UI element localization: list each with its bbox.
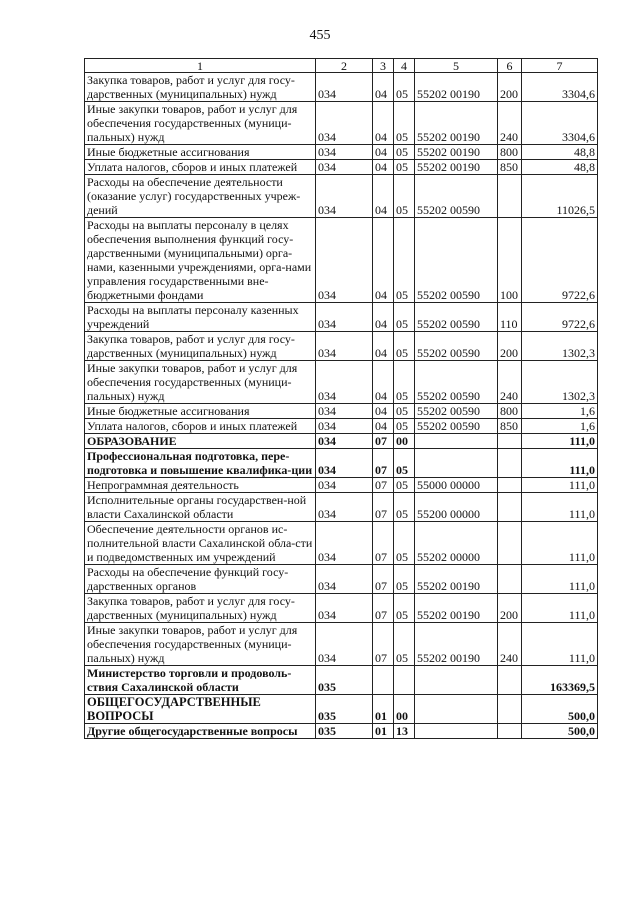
row-ministry-code: 034 — [316, 73, 373, 102]
row-amount: 48,8 — [522, 145, 598, 160]
row-target-article — [415, 434, 498, 449]
row-subsection: 05 — [394, 449, 415, 478]
row-amount: 163369,5 — [522, 666, 598, 695]
row-target-article: 55202 00190 — [415, 73, 498, 102]
row-target-article: 55202 00190 — [415, 160, 498, 175]
row-ministry-code: 034 — [316, 102, 373, 145]
row-amount: 111,0 — [522, 449, 598, 478]
row-target-article: 55202 00590 — [415, 404, 498, 419]
budget-table — [84, 58, 598, 739]
table-row — [85, 102, 598, 145]
row-name: ОБРАЗОВАНИЕ — [85, 434, 316, 449]
row-amount: 111,0 — [522, 434, 598, 449]
row-ministry-code: 034 — [316, 404, 373, 419]
row-name: Обеспечение деятельности органов ис-полнительной власти Сахалинской обла-сти и подведомственных им учреждений — [85, 522, 316, 565]
row-ministry-code: 034 — [316, 218, 373, 303]
row-section: 07 — [373, 623, 394, 666]
row-amount: 1,6 — [522, 419, 598, 434]
table-row — [85, 522, 598, 565]
row-name: Профессиональная подготовка, пере-подготовка и повышение квалифика-ции — [85, 449, 316, 478]
row-ministry-code: 035 — [316, 666, 373, 695]
row-expense-type — [498, 434, 522, 449]
row-name: Расходы на обеспечение деятельности (оказание услуг) государственных учреж-дений — [85, 175, 316, 218]
row-name: Уплата налогов, сборов и иных платежей — [85, 419, 316, 434]
table-body — [85, 73, 598, 739]
table-row — [85, 175, 598, 218]
row-expense-type — [498, 449, 522, 478]
row-expense-type — [498, 493, 522, 522]
row-amount: 111,0 — [522, 623, 598, 666]
table-row — [85, 623, 598, 666]
row-subsection: 05 — [394, 493, 415, 522]
row-amount: 3304,6 — [522, 73, 598, 102]
row-section: 07 — [373, 478, 394, 493]
row-section: 01 — [373, 724, 394, 739]
row-target-article: 55202 00590 — [415, 332, 498, 361]
row-subsection: 05 — [394, 361, 415, 404]
row-expense-type: 850 — [498, 160, 522, 175]
table-row — [85, 724, 598, 739]
row-ministry-code: 034 — [316, 449, 373, 478]
row-subsection: 00 — [394, 434, 415, 449]
row-subsection: 05 — [394, 565, 415, 594]
row-name: Иные бюджетные ассигнования — [85, 145, 316, 160]
row-ministry-code: 034 — [316, 493, 373, 522]
row-name: Иные закупки товаров, работ и услуг для обеспечения государственных (муници-пальных) нужд — [85, 361, 316, 404]
row-expense-type — [498, 478, 522, 493]
row-expense-type: 200 — [498, 594, 522, 623]
row-expense-type: 100 — [498, 218, 522, 303]
column-header-1: 1 — [85, 59, 316, 73]
row-expense-type: 240 — [498, 623, 522, 666]
row-target-article — [415, 695, 498, 724]
row-ministry-code: 034 — [316, 160, 373, 175]
row-section: 07 — [373, 522, 394, 565]
row-expense-type: 240 — [498, 102, 522, 145]
column-header-3: 3 — [373, 59, 394, 73]
row-amount: 111,0 — [522, 522, 598, 565]
row-target-article: 55202 00000 — [415, 522, 498, 565]
row-target-article: 55000 00000 — [415, 478, 498, 493]
row-amount: 111,0 — [522, 478, 598, 493]
table-row — [85, 666, 598, 695]
table-row — [85, 404, 598, 419]
row-expense-type: 110 — [498, 303, 522, 332]
row-target-article: 55202 00590 — [415, 175, 498, 218]
row-expense-type: 240 — [498, 361, 522, 404]
row-target-article: 55202 00590 — [415, 303, 498, 332]
row-name: Министерство торговли и продоволь-ствия Сахалинской области — [85, 666, 316, 695]
row-section: 01 — [373, 695, 394, 724]
row-ministry-code: 034 — [316, 565, 373, 594]
table-row — [85, 303, 598, 332]
row-amount: 1,6 — [522, 404, 598, 419]
row-amount: 3304,6 — [522, 102, 598, 145]
row-name: Исполнительные органы государствен-ной власти Сахалинской области — [85, 493, 316, 522]
row-subsection: 05 — [394, 419, 415, 434]
row-subsection: 05 — [394, 73, 415, 102]
row-name: Закупка товаров, работ и услуг для госу-дарственных (муниципальных) нужд — [85, 332, 316, 361]
row-ministry-code: 034 — [316, 623, 373, 666]
row-subsection: 13 — [394, 724, 415, 739]
row-subsection: 05 — [394, 102, 415, 145]
row-ministry-code: 034 — [316, 434, 373, 449]
row-name: Расходы на выплаты персоналу в целях обеспечения выполнения функций госу-дарственными (муниципальными) орга-нами, казенными учреждениями, орга-нами управления государственными вне-бюджетными фондами — [85, 218, 316, 303]
row-name: Закупка товаров, работ и услуг для госу-дарственных (муниципальных) нужд — [85, 594, 316, 623]
row-amount: 1302,3 — [522, 332, 598, 361]
row-section: 07 — [373, 565, 394, 594]
table-header-row — [85, 59, 598, 73]
table-row — [85, 332, 598, 361]
row-ministry-code: 034 — [316, 175, 373, 218]
row-expense-type: 800 — [498, 404, 522, 419]
table-row — [85, 160, 598, 175]
row-ministry-code: 034 — [316, 594, 373, 623]
table-row — [85, 594, 598, 623]
row-subsection: 05 — [394, 218, 415, 303]
row-subsection: 05 — [394, 332, 415, 361]
row-section: 07 — [373, 449, 394, 478]
row-target-article — [415, 666, 498, 695]
row-amount: 500,0 — [522, 695, 598, 724]
row-ministry-code: 034 — [316, 145, 373, 160]
row-subsection — [394, 666, 415, 695]
row-ministry-code: 034 — [316, 332, 373, 361]
row-section: 07 — [373, 434, 394, 449]
row-subsection: 05 — [394, 623, 415, 666]
row-target-article: 55202 00190 — [415, 623, 498, 666]
row-expense-type: 200 — [498, 73, 522, 102]
row-subsection: 05 — [394, 303, 415, 332]
table-row — [85, 361, 598, 404]
page-number: 455 — [309, 28, 331, 43]
row-section: 04 — [373, 73, 394, 102]
column-header-2: 2 — [316, 59, 373, 73]
row-target-article: 55202 00190 — [415, 145, 498, 160]
row-subsection: 05 — [394, 175, 415, 218]
table-row — [85, 218, 598, 303]
row-section: 07 — [373, 493, 394, 522]
column-header-6: 6 — [498, 59, 522, 73]
row-expense-type: 800 — [498, 145, 522, 160]
table-row — [85, 449, 598, 478]
row-ministry-code: 034 — [316, 522, 373, 565]
row-section: 04 — [373, 160, 394, 175]
table-row — [85, 493, 598, 522]
row-subsection: 05 — [394, 594, 415, 623]
row-target-article: 55202 00190 — [415, 102, 498, 145]
row-amount: 111,0 — [522, 565, 598, 594]
row-ministry-code: 035 — [316, 695, 373, 724]
row-subsection: 05 — [394, 404, 415, 419]
row-section: 04 — [373, 361, 394, 404]
table-row — [85, 478, 598, 493]
row-ministry-code: 034 — [316, 361, 373, 404]
row-section: 04 — [373, 145, 394, 160]
table-row — [85, 73, 598, 102]
table-row — [85, 565, 598, 594]
column-header-4: 4 — [394, 59, 415, 73]
row-amount: 1302,3 — [522, 361, 598, 404]
row-amount: 48,8 — [522, 160, 598, 175]
row-amount: 9722,6 — [522, 218, 598, 303]
row-subsection: 05 — [394, 522, 415, 565]
row-expense-type — [498, 666, 522, 695]
row-expense-type — [498, 175, 522, 218]
row-expense-type — [498, 522, 522, 565]
row-amount: 500,0 — [522, 724, 598, 739]
row-section: 04 — [373, 404, 394, 419]
row-section: 04 — [373, 419, 394, 434]
row-subsection: 00 — [394, 695, 415, 724]
row-subsection: 05 — [394, 478, 415, 493]
row-name: Иные закупки товаров, работ и услуг для обеспечения государственных (муници-пальных) нужд — [85, 102, 316, 145]
row-subsection: 05 — [394, 160, 415, 175]
row-name: Расходы на выплаты персоналу казенных учреждений — [85, 303, 316, 332]
row-amount: 11026,5 — [522, 175, 598, 218]
row-target-article: 55200 00000 — [415, 493, 498, 522]
row-amount: 111,0 — [522, 594, 598, 623]
row-expense-type — [498, 565, 522, 594]
row-ministry-code: 035 — [316, 724, 373, 739]
row-ministry-code: 034 — [316, 419, 373, 434]
row-section: 04 — [373, 218, 394, 303]
row-expense-type — [498, 695, 522, 724]
row-name: Иные бюджетные ассигнования — [85, 404, 316, 419]
table-row — [85, 419, 598, 434]
row-target-article: 55202 00590 — [415, 218, 498, 303]
row-expense-type: 850 — [498, 419, 522, 434]
row-name: Иные закупки товаров, работ и услуг для обеспечения государственных (муници-пальных) нужд — [85, 623, 316, 666]
row-name: Расходы на обеспечение функций госу-дарственных органов — [85, 565, 316, 594]
row-section: 07 — [373, 594, 394, 623]
column-header-7: 7 — [522, 59, 598, 73]
row-target-article — [415, 449, 498, 478]
row-ministry-code: 034 — [316, 303, 373, 332]
row-target-article: 55202 00190 — [415, 594, 498, 623]
row-name: Другие общегосударственные вопросы — [85, 724, 316, 739]
row-section: 04 — [373, 102, 394, 145]
column-header-5: 5 — [415, 59, 498, 73]
row-name: Уплата налогов, сборов и иных платежей — [85, 160, 316, 175]
row-amount: 9722,6 — [522, 303, 598, 332]
row-expense-type: 200 — [498, 332, 522, 361]
table-row — [85, 145, 598, 160]
table-row — [85, 695, 598, 724]
row-ministry-code: 034 — [316, 478, 373, 493]
row-name: Закупка товаров, работ и услуг для госу-дарственных (муниципальных) нужд — [85, 73, 316, 102]
row-section: 04 — [373, 332, 394, 361]
row-section: 04 — [373, 175, 394, 218]
row-section: 04 — [373, 303, 394, 332]
row-amount: 111,0 — [522, 493, 598, 522]
row-target-article — [415, 724, 498, 739]
row-section — [373, 666, 394, 695]
row-target-article: 55202 00590 — [415, 361, 498, 404]
row-expense-type — [498, 724, 522, 739]
row-name: ОБЩЕГОСУДАРСТВЕННЫЕ ВОПРОСЫ — [85, 695, 316, 724]
row-target-article: 55202 00590 — [415, 419, 498, 434]
row-subsection: 05 — [394, 145, 415, 160]
table-row — [85, 434, 598, 449]
row-name: Непрограммная деятельность — [85, 478, 316, 493]
row-target-article: 55202 00190 — [415, 565, 498, 594]
